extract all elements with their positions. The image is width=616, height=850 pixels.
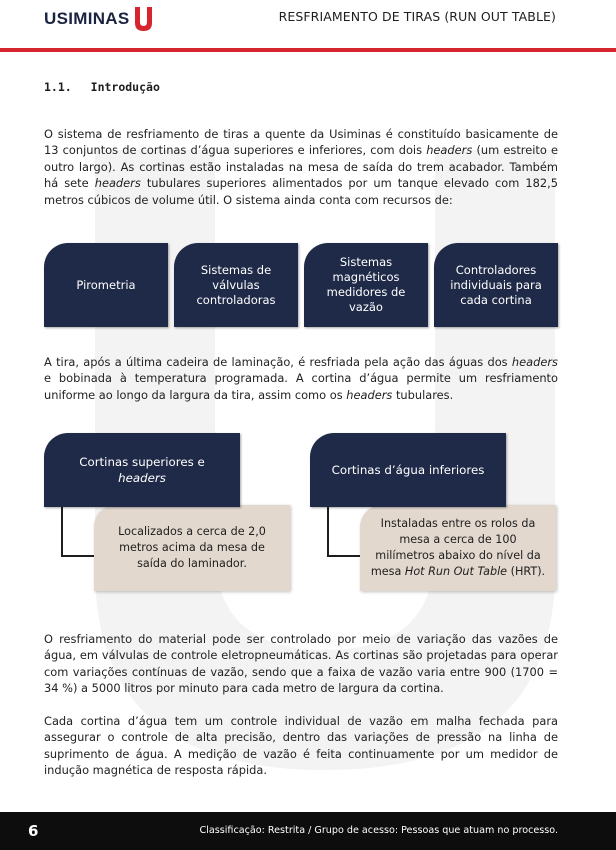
upper-curtains-box: Cortinas superiores e headers (44, 433, 240, 507)
header-red-rule (0, 48, 616, 52)
lower-curtains-detail: Instaladas entre os rolos da mesa a cerca de 100 milímetros abaixo do nível da mesa Hot Run Out Table (HRT). (360, 505, 556, 591)
resource-box-controladores: Controladores individuais para cada cortina (434, 243, 558, 327)
resource-box-medidores: Sistemas magnéticos medidores de vazão (304, 243, 428, 327)
page-number: 6 (28, 822, 39, 840)
usiminas-logo (44, 6, 152, 32)
logo-u-icon (135, 7, 152, 31)
flow-paragraph-block (44, 631, 558, 697)
document-title: RESFRIAMENTO DE TIRAS (RUN OUT TABLE) (278, 9, 556, 24)
control-paragraph-block (44, 713, 558, 779)
logo-text: USIMINAS (44, 9, 130, 28)
section-number: 1.1. (44, 80, 72, 94)
page-header (0, 0, 616, 48)
flow-paragraph: O resfriamento do material pode ser controlado por meio de variação das vazões de água, em válvulas de controle eletropneumáticas. As cortinas são projetadas para operar com variações contínuas de vazão, sendo que a faixa de vazão varia entre 900 (1700 = 34 %) a 5000 litros por minuto para cada metro de largura da cortina. (44, 632, 558, 696)
resource-box-valvulas: Sistemas de válvulas controladoras (174, 243, 298, 327)
strip-paragraph: A tira, após a última cadeira de laminação, é resfriada pela ação das águas dos headers e bobinada à temperatura programada. A cortina d’água permite um resfriamento uniforme ao longo da largura da tira, assim como os headers tubulares. (44, 355, 558, 402)
resources-diagram (44, 243, 558, 327)
lower-curtains-box: Cortinas d’água inferiores (310, 433, 506, 507)
intro-paragraph: O sistema de resfriamento de tiras a quente da Usiminas é constituído basicamente de 13 conjuntos de cortinas d’água superiores e inferiores, com dois headers (um estreito e outro largo). As cortinas estão instaladas na mesa de saída do trem acabador. Também há sete headers tubulares superiores alimentados por um tanque elevado com 182,5 metros cúbicos de volume útil. O sistema ainda conta com recursos de: (44, 127, 559, 207)
strip-paragraph-block (44, 354, 558, 403)
page-footer (0, 812, 616, 850)
classification-text: Classificação: Restrita / Grupo de acesso: Pessoas que atuam no processo. (199, 825, 558, 836)
upper-curtains-detail: Localizados a cerca de 2,0 metros acima da mesa de saída do laminador. (94, 505, 290, 591)
resource-box-pirometria: Pirometria (44, 243, 168, 327)
control-paragraph: Cada cortina d’água tem um controle individual de vazão em malha fechada para assegurar o controle de alta precisão, dentro das variações de pressão na linha de suprimento de água. A medição de vazão é feita continuamente por um medidor de indução magnética de resposta rápida. (44, 714, 558, 778)
section-heading (44, 80, 160, 94)
intro-paragraph-block (44, 126, 558, 208)
section-title: Introdução (90, 80, 160, 94)
